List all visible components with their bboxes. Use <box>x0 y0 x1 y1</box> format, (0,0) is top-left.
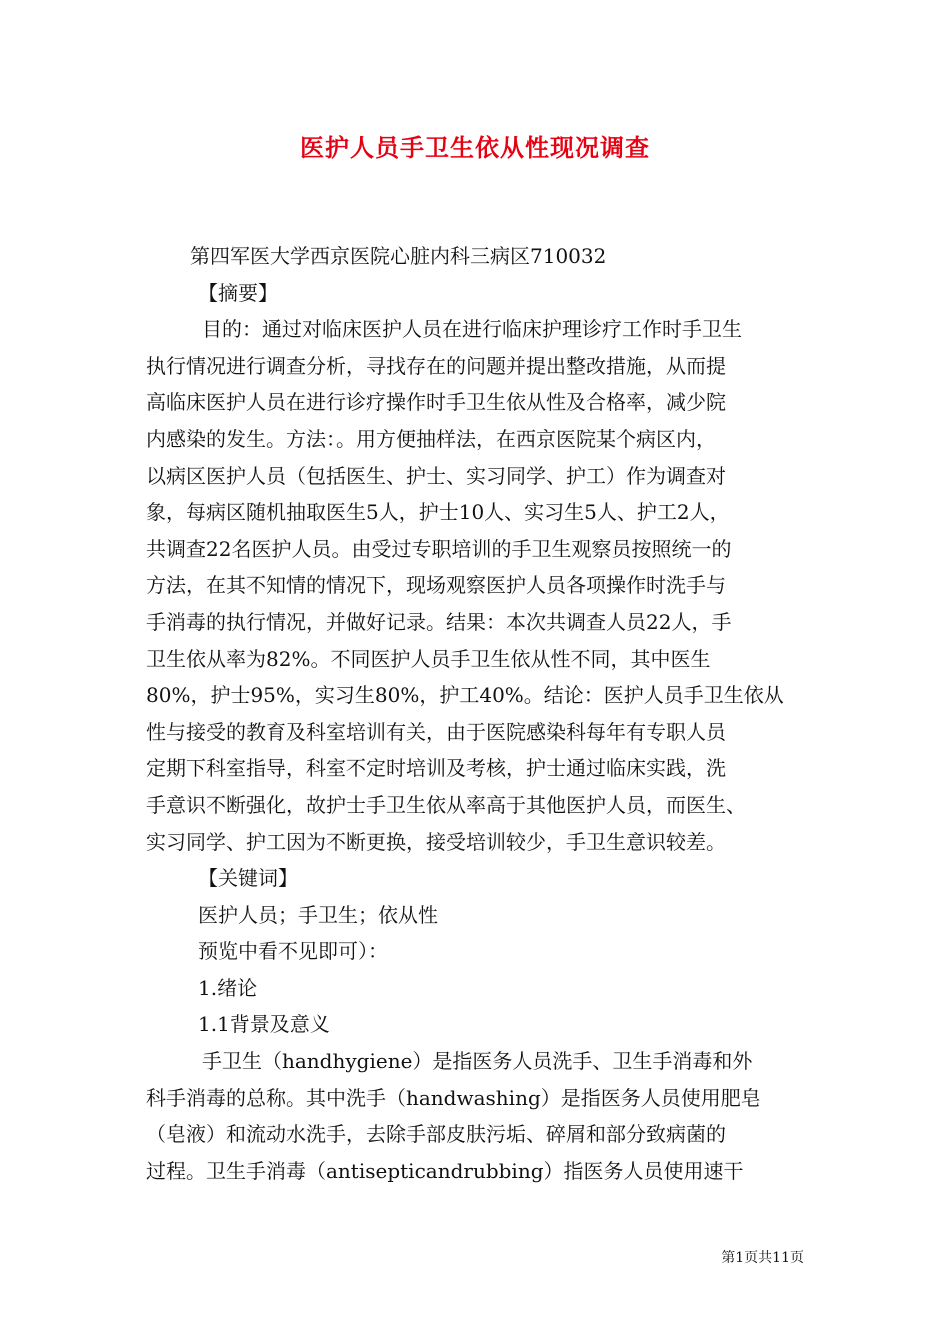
text-line: 第四军医大学西京医院心脏内科三病区710032 <box>190 244 607 268</box>
document-body <box>146 238 824 1189</box>
text-line: 共调查22名医护人员。由受过专职培训的手卫生观察员按照统一的 <box>146 536 732 561</box>
text-line: 科手消毒的总称。其中洗手（handwashing）是指医务人员使用肥皂 <box>146 1085 761 1110</box>
text-line: 以病区医护人员（包括医生、护士、实习同学、护工）作为调查对 <box>146 463 726 488</box>
text-line: 1.绪论 <box>198 975 258 1000</box>
text-line: 目的：通过对临床医护人员在进行临床护理诊疗工作时手卫生 <box>202 317 742 342</box>
text-line: 医护人员；手卫生；依从性 <box>198 902 438 927</box>
text-line: 方法，在其不知情的情况下，现场观察医护人员各项操作时洗手与 <box>146 573 726 598</box>
text-line: 【关键词】 <box>198 866 298 891</box>
text-line: 80%，护士95%，实习生80%，护工40%。结论：医护人员手卫生依从 <box>146 683 784 708</box>
text-line: 过程。卫生手消毒（antisepticandrubbing）指医务人员使用速干 <box>146 1158 744 1183</box>
document-title: 医护人员手卫生依从性现况调查 <box>300 133 650 162</box>
text-line: 卫生依从率为82%。不同医护人员手卫生依从性不同，其中医生 <box>146 646 711 671</box>
text-line: 象，每病区随机抽取医生5人，护士10人、实习生5人、护工2人， <box>146 500 730 525</box>
page-footer: 第1页共11页 <box>721 1250 804 1266</box>
text-line: 预览中看不见即可）： <box>198 939 388 964</box>
text-line: 手卫生（handhygiene）是指医务人员洗手、卫生手消毒和外 <box>202 1049 753 1074</box>
text-line: 1.1背景及意义 <box>198 1012 330 1037</box>
text-line: 高临床医护人员在进行诊疗操作时手卫生依从性及合格率，减少院 <box>146 390 726 415</box>
text-line: 定期下科室指导，科室不定时培训及考核，护士通过临床实践，洗 <box>146 756 726 781</box>
text-line: 【摘要】 <box>198 280 278 305</box>
text-line: （皂液）和流动水洗手，去除手部皮肤污垢、碎屑和部分致病菌的 <box>146 1122 726 1147</box>
text-line: 内感染的发生。方法：。用方便抽样法，在西京医院某个病区内， <box>146 426 716 451</box>
text-line: 实习同学、护工因为不断更换，接受培训较少，手卫生意识较差。 <box>146 829 726 854</box>
text-line: 手消毒的执行情况，并做好记录。结果：本次共调查人员22人，手 <box>146 609 732 634</box>
text-line: 性与接受的教育及科室培训有关，由于医院感染科每年有专职人员 <box>146 719 726 744</box>
text-line: 执行情况进行调查分析，寻找存在的问题并提出整改措施，从而提 <box>146 353 726 378</box>
text-line: 手意识不断强化，故护士手卫生依从率高于其他医护人员，而医生、 <box>146 792 746 817</box>
